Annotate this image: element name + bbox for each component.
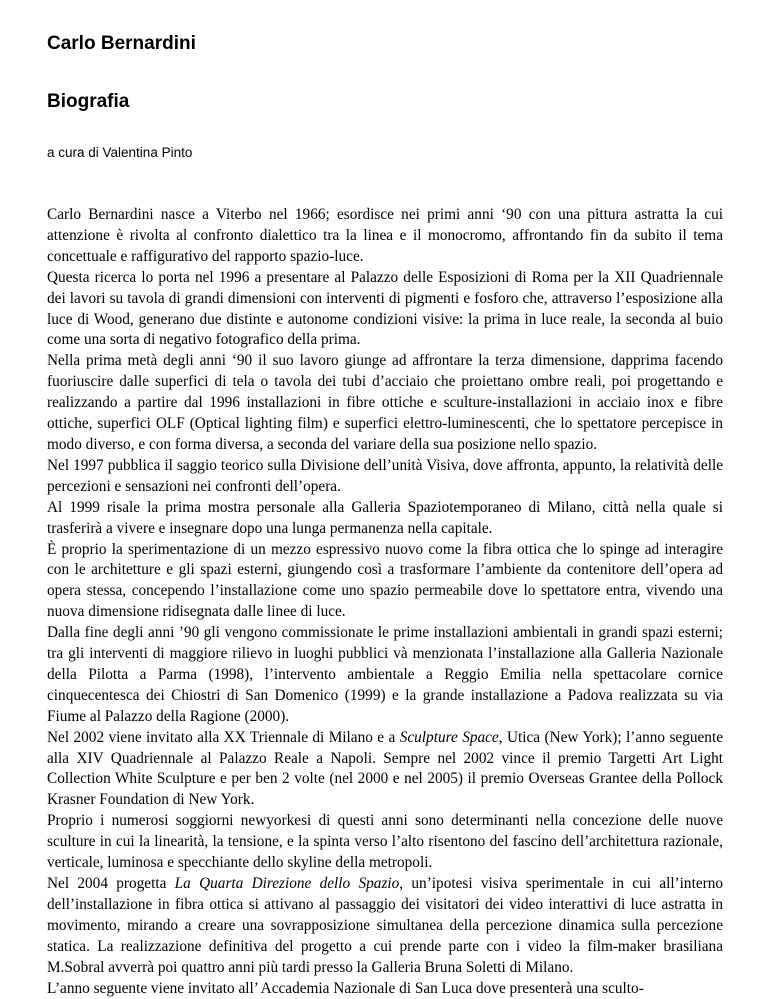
paragraph-4: Nel 1997 pubblica il saggio teorico sulla Divisione dell’unità Visiva, dove affronta, appunto, la relatività delle percezioni e sensazioni nei confronti dell’opera. xyxy=(47,456,723,495)
paragraph-11: L’anno seguente viene invitato all’ Accademia Nazionale di San Luca dove presenterà una sculto- xyxy=(47,979,644,997)
paragraph-2: Questa ricerca lo porta nel 1996 a presentare al Palazzo delle Esposizioni di Roma per la XII Quadriennale dei lavori su tavola di grandi dimensioni con interventi di pigmenti e fosforo che, attraverso l’esposizione alla luce di Wood, generano due distinte e autonome condizioni visive: la prima in luce reale, la seconda al buio come una sorta di negativo fotografico della prima. xyxy=(47,268,723,349)
paragraph-3: Nella prima metà degli anni ‘90 il suo lavoro giunge ad affrontare la terza dimensione, dapprima facendo fuoriuscire dalle superfici di tela o tavola dei tubi d’acciaio che proiettano ombre reali, poi progettando e realizzando a partire dal 1996 installazioni in fibre ottiche e sculture-installazioni in acciaio inox e fibre ottiche, superfici OLF (Optical lighting film) e superfici elettro-luminescenti, che lo spettatore percepisce in modo diverso, e con forma diversa, a seconda del variare della sua posizione nello spazio. xyxy=(47,352,723,453)
paragraph-9: Proprio i numerosi soggiorni newyorkesi di questi anni sono determinanti nella concezione delle nuove sculture in cui la linearità, la tensione, e la spinta verso l’alto risentono del fascino dell’architettura razionale, verticale, luminosa e specchiante dello skyline della metropoli. xyxy=(47,812,723,872)
paragraph-10-italic-title: La Quarta Direzione dello Spazio xyxy=(174,875,400,892)
paragraph-8-text-a: Nel 2002 viene invitato alla XX Triennale di Milano e a xyxy=(47,728,400,746)
paragraph-8-text-b: , Utica (New York); l’anno seguente alla XIV Quadriennale al Palazzo Reale a Napoli. Sempre nel 2002 vince il premio Targetti Art Light Collection White Sculpture e per ben 2 volte (nel 2000 e nel 2005) il premio Overseas Grantee della Pollock Krasner Foundation di New York. xyxy=(47,728,723,809)
paragraph-10 xyxy=(47,874,723,979)
paragraph-7: Dalla fine degli anni ’90 gli vengono commissionate le prime installazioni ambientali in grandi spazi esterni; tra gli interventi di maggiore rilievo in luoghi pubblici và menzionata l’installazione alla Galleria Nazionale della Pilotta a Parma (1998), l’intervento ambientale a Reggio Emilia nella spettacolare cornice cinquecentesca dei Chiostri di San Domenico (1999) e la grande installazione a Padova realizzata su via Fiume al Palazzo della Ragione (2000). xyxy=(47,624,723,725)
paragraph-1: Carlo Bernardini nasce a Viterbo nel 1966; esordisce nei primi anni ‘90 con una pittura astratta la cui attenzione è rivolta al confronto dialettico tra la linea e il monocromo, affrontando fin da subito il tema concettuale e raffigurativo del rapporto spazio-luce. xyxy=(47,206,723,265)
paragraph-6: È proprio la sperimentazione di un mezzo espressivo nuovo come la fibra ottica che lo spinge ad interagire con le architetture e gli spazi esterni, giungendo così a trasformare l’ambiente da contenitore dell’opera ad opera stessa, concependo l’installazione come uno spazio permeabile dove lo spettatore entra, vivendo una nuova dimensione ridisegnata dalle linee di luce. xyxy=(47,540,723,621)
paragraph-5: Al 1999 risale la prima mostra personale alla Galleria Spaziotemporaneo di Milano, città nella quale si trasferirà a vivere e insegnare dopo una lunga permanenza nella capitale. xyxy=(47,498,723,537)
section-heading: Biografia xyxy=(47,91,130,112)
paragraph-8-italic-title: Sculpture Space xyxy=(399,728,499,746)
biography-text xyxy=(47,205,723,999)
curator-line: a cura di Valentina Pinto xyxy=(47,145,193,160)
paragraph-8 xyxy=(47,728,723,812)
paragraph-10-text-b: , un’ipotesi visiva sperimentale in cui all’interno dell’installazione in fibra ottica si attivano al passaggio dei visitatori dei video interattivi di luce astratta in movimento, mirando a creare una sovrapposizione simultanea della percezione dinamica sulla percezione statica. La realizzazione definitiva del progetto a cui prende parte con i video la film-maker brasiliana M.Sobral avverrà poi quattro anni più tardi presso la Galleria Bruna Soletti di Milano. xyxy=(47,875,723,976)
paragraph-10-text-a: Nel 2004 progetta xyxy=(47,875,175,892)
author-heading: Carlo Bernardini xyxy=(47,33,196,54)
